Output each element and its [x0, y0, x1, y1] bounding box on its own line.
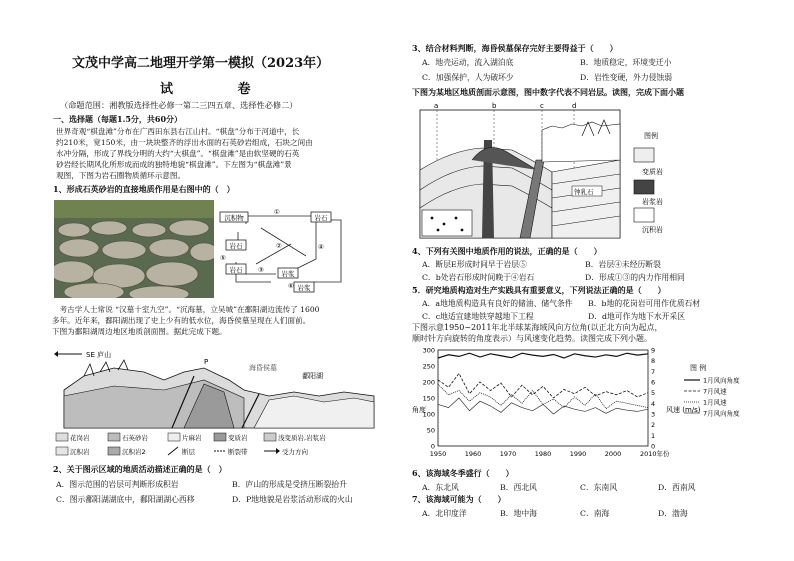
cycle-label: 岩石 [229, 266, 243, 274]
q2-option-b[interactable]: B．庐山的形成是受挤压断裂抬升 [232, 480, 347, 489]
page-subtitle: 试 卷 [160, 82, 281, 97]
legend-entry: 1月风速 [703, 398, 727, 407]
intro-paragraph [56, 126, 313, 181]
y-left-tick: 300 [422, 346, 435, 355]
q6-option-c[interactable]: C．东南风 [580, 483, 618, 492]
y-left-tick: 200 [422, 378, 435, 387]
legend-item: 片麻岩 [182, 434, 202, 442]
q4-option-a[interactable]: A．断层E形成时间早于岩层⑤ [422, 260, 527, 269]
y-right-tick: 3 [651, 410, 656, 419]
y-left-tick: 100 [422, 410, 435, 419]
legend-item: 变质岩 [228, 434, 248, 442]
legend-item: 断层 [182, 448, 195, 456]
x-tick: 2000 [604, 450, 622, 458]
se-label: SE 庐山 [86, 351, 112, 359]
y-left-tick: 150 [422, 394, 435, 403]
y-right-tick: 5 [651, 389, 656, 398]
q3-option-b[interactable]: B．地质稳定，环境变迁小 [580, 58, 672, 67]
q5-option-b[interactable]: B．b地的花岗岩可用作优质石材 [588, 299, 701, 308]
legend-entry: 7月风向角度 [703, 409, 740, 418]
y-right-tick: 1 [651, 431, 656, 440]
q4-option-c[interactable]: C．b处岩石形成时间晚于④岩石 [422, 273, 535, 282]
series-line [438, 384, 648, 409]
question-6: 6、该海域冬季盛行（ ） [412, 468, 514, 478]
series-line [438, 398, 648, 414]
cycle-label: 岩石 [314, 214, 328, 222]
page-title: 文茂中学高二地理开学第一模拟（2023年） [72, 56, 330, 71]
stalactite-label: 钟乳石 [574, 188, 594, 196]
cycle-number: ⑤ [220, 254, 226, 262]
y-left-label: 角度 [412, 406, 426, 414]
q7-option-b[interactable]: B．地中海 [500, 509, 537, 518]
y-left-tick: 0 [430, 442, 435, 451]
y-left-tick: 250 [422, 362, 435, 371]
legend-item: 沉积岩 [70, 448, 90, 456]
chessboard-beach-photo [54, 200, 214, 298]
p-label: P [204, 358, 209, 366]
q6-option-a[interactable]: A．东北风 [422, 483, 459, 492]
question-7: 7、该海域可能为（ ） [412, 494, 506, 504]
y-right-tick: 0 [651, 442, 656, 451]
legend-entry: 1月风向角度 [703, 376, 740, 385]
q7-option-a[interactable]: A．北印度洋 [422, 509, 467, 518]
y-right-tick: 6 [651, 378, 656, 387]
x-tick: 1990 [569, 450, 587, 458]
column-label: b [492, 102, 497, 110]
q4-option-b[interactable]: B．岩层④未经历断裂 [585, 260, 661, 269]
x-tick: 1980 [534, 450, 552, 458]
wind-chart [408, 342, 758, 460]
question-5: 5．研究地质构造对生产实践具有重要意义，下列说法正确的是（ ） [412, 285, 666, 295]
q7-option-c[interactable]: C．南海 [580, 509, 610, 518]
wind-intro [412, 322, 663, 344]
exam-scope: （命题范围：湘教版选择性必修一第二三四五章、选择性必修二） [60, 100, 298, 110]
q2-option-d[interactable]: D．P地地貌是岩浆活动形成的火山 [232, 495, 353, 504]
y-right-tick: 8 [651, 357, 656, 366]
plot-frame [438, 350, 648, 446]
legend-item: 沉积岩2 [122, 448, 146, 456]
q5-option-c[interactable]: C．c地适宜建地铁穿越地下工程 [422, 312, 534, 321]
q3-option-a[interactable]: A．地壳运动，流入湖泊底 [422, 58, 514, 67]
geo-intro: 下图为某地区地质剖面示意图，图中数字代表不同岩层。读图，完成下面小题 [412, 87, 684, 97]
legend-entry: 7月风速 [703, 387, 727, 396]
section-legend [54, 432, 379, 460]
wind-intro-line: 顺时针方向旋转的角度表示）与风速变化趋势。读图完成下列小题。 [412, 334, 652, 343]
material-line: 多年。近年来，鄱阳湖出现了史上少有的低水位，海昏侯墓呈现在人们面前。 [52, 316, 311, 325]
y-right-tick: 2 [651, 421, 656, 430]
material-line: 考古学人士常说 “汉墓十室九空”。“沉海墓，立吴城”在鄱阳湖边流传了 1600 [52, 305, 320, 314]
series-line [438, 353, 648, 358]
lake-label: 鄱阳湖 [302, 372, 323, 380]
legend-item: 浅变质岩,岩浆岩 [278, 434, 326, 442]
cycle-number: ④ [318, 243, 324, 251]
cycle-label: 岩浆 [281, 270, 295, 278]
geology-cross-section [412, 100, 742, 242]
q5-option-d[interactable]: D．d地可作为地下水开采区 [588, 312, 686, 321]
column-label: c [540, 102, 544, 110]
y-right-label: 风速 (m/s) [666, 406, 701, 414]
y-left-tick: 50 [426, 426, 435, 435]
intro-line: 世界奇观“棋盘滩”分布在广西田东县右江山村。“棋盘”分布于河道中，长 [56, 127, 300, 136]
x-tick: 1970 [499, 450, 517, 458]
question-3: 3、结合材料判断，海昏侯墓保存完好主要得益于（ ） [412, 43, 618, 53]
q7-option-d[interactable]: D．渤海 [658, 509, 688, 518]
section-heading: 一、选择题（每题1.5分，共60分） [53, 114, 183, 124]
intro-line: 约210米，宽150米，由一块块整齐的浮出水面的石英砂岩组成，石块之间由 [56, 138, 313, 147]
legend-item: 花岗岩 [70, 434, 90, 442]
cycle-number: ② [276, 242, 282, 250]
column-label: a [434, 102, 439, 110]
q5-option-a[interactable]: A．a地地质构造具有良好的储油、储气条件 [422, 299, 573, 308]
q2-option-a[interactable]: A．图示范围的岩层可判断形成积岩 [56, 480, 179, 489]
q2-option-c[interactable]: C．图示鄱阳湖湖底中，鄱阳湖湖心西移 [56, 495, 195, 504]
material-line: 下图为鄱阳湖周边地区地质剖面图。据此完成下题。 [52, 327, 227, 336]
x-tick: 1950 [429, 450, 447, 458]
tomb-label: 海昏侯墓 [249, 364, 277, 372]
q3-option-c[interactable]: C．加强保护，人为破坏少 [422, 73, 514, 82]
cycle-number: ① [274, 208, 280, 216]
intro-line: 水冲分隔，形成了界线分明的大约“大棋盘”。“棋盘滩”是由软坚硬的石英 [56, 149, 300, 158]
q6-option-d[interactable]: D．西南风 [658, 483, 696, 492]
x-tick: 1960 [464, 450, 482, 458]
question-1: 1、形成石英砂岩的直接地质作用是右图中的（ ） [53, 184, 235, 194]
material-paragraph [52, 304, 320, 337]
legend-igneous: 岩浆岩 [642, 198, 663, 206]
question-2: 2、关于图示区域的地质活动描述正确的是（ ） [53, 464, 227, 474]
y-right-tick: 7 [651, 367, 656, 376]
legend-sedimentary: 沉积岩 [642, 226, 663, 234]
question-4: 4、下列有关图中地质作用的说法，正确的是（ ） [412, 246, 602, 256]
legend-item: 受力方向 [282, 448, 308, 456]
poyang-section-diagram [54, 346, 379, 430]
q3-option-d[interactable]: D．岩性变硬，外力侵蚀弱 [580, 73, 673, 82]
rock-cycle-diagram [216, 204, 366, 296]
cycle-label: 岩浆 [297, 284, 311, 292]
x-tick: 2010年份 [640, 450, 670, 458]
legend-metamorphic: 变质岩 [642, 168, 663, 176]
legend-title: 图例 [644, 132, 658, 140]
cycle-number: ③ [258, 266, 264, 274]
cycle-number: ⑥ [288, 282, 294, 290]
intro-line: 观图，下图为岩石圈物质循环示意图。 [56, 171, 186, 180]
intro-line: 砂岩经长期风化所形成而成的独特地貌“棋盘滩”。下左图为“棋盘滩”景 [56, 160, 292, 169]
cycle-label: 沉积物 [224, 214, 244, 222]
y-right-tick: 9 [651, 346, 656, 355]
series-line [438, 373, 648, 398]
cycle-label: 岩石 [229, 242, 243, 250]
q6-option-b[interactable]: B．西北风 [500, 483, 537, 492]
chart-legend-title: 图 例 [690, 364, 707, 372]
y-right-tick: 4 [651, 399, 656, 408]
legend-item: 断裂带 [228, 448, 248, 456]
column-label: d [572, 102, 577, 110]
wind-intro-line: 下图示意1950~2011年北半球某海域风向方位角(以正北方向为起点， [412, 323, 663, 332]
q4-option-d[interactable]: D．形成①③的内力作用相同 [585, 273, 685, 282]
legend-item: 石英砂岩 [122, 434, 148, 442]
